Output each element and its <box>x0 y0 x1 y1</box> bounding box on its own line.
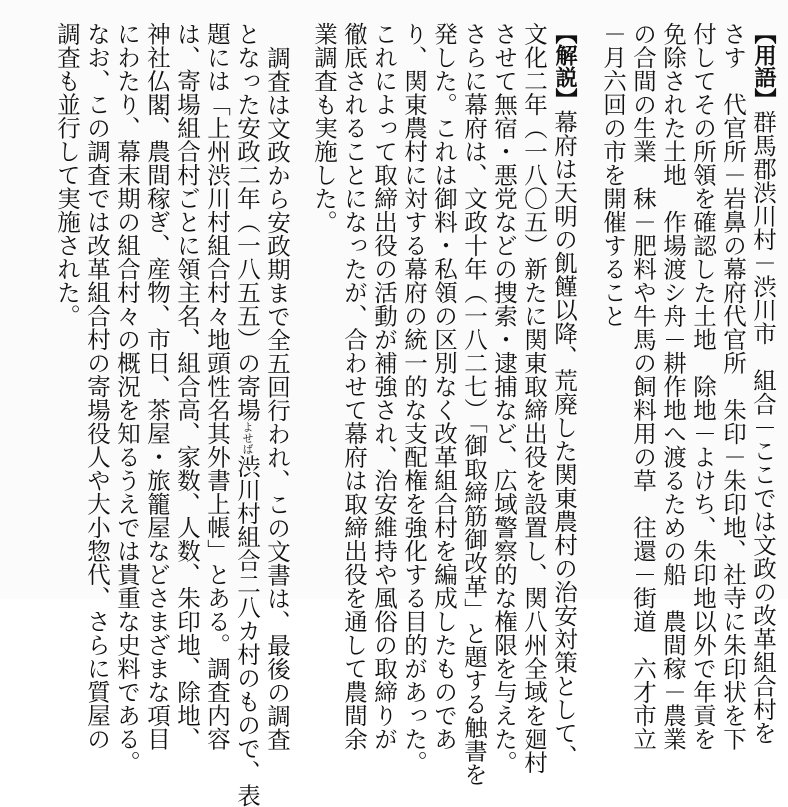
commentary-line-2: 文化二年（一八〇五）新たに関東取締出役を設置し、関八州全域を廻村 <box>520 22 548 774</box>
paragraph2-line-4: は、寄場組合村ごとに領主名、組合高、家数、人数、朱印地、除地、 <box>173 22 201 751</box>
paragraph2-line-1: 調査は文政から安政期まで全五回行われ、この文書は、最後の調査 <box>263 46 291 751</box>
glossary-line-4: 免除された土地 作場渡シ舟－耕作地へ渡るための船 農間稼－農業 <box>659 22 687 751</box>
commentary-line-3: させて無宿・悪党などの捜索・逮捕など、広域警察的な権限を与えた。 <box>490 22 518 774</box>
glossary-line-1: 【用語】群馬郡渋川村－渋川市 組合－ここでは文政の改革組合村を <box>749 22 777 745</box>
paragraph2-line-8: 調査も並行して実施された。 <box>53 22 81 328</box>
glossary-label: 【用語】 <box>751 22 776 110</box>
commentary-line-6: り、関東農村に対する幕府の統一的な支配権を強化する目的があった。 <box>400 22 428 774</box>
paragraph2-line-2: となった安政二年（一八五五）の寄場よせば渋川村組合二八カ村のもので、表 <box>233 22 261 807</box>
commentary-line-5: 発した。これは御料・私領の区別なく改革組合村を編成したものであ <box>430 22 458 751</box>
commentary-label: 【解説】 <box>552 22 577 110</box>
commentary-line-7: これによって取締出役の活動が補強され、治安維持や風俗の取締りが <box>370 22 398 751</box>
paragraph2-line-6: にわたり、幕末期の組合村々の概況を知るうえでは貴重な史料である。 <box>113 22 141 774</box>
ruby-yoseba: よせば <box>241 421 254 455</box>
glossary-line-6: －月六回の市を開催すること <box>599 22 627 328</box>
commentary-line-1: 【解説】幕府は天明の飢饉以降、荒廃した関東農村の治安対策として、 <box>550 22 578 768</box>
paragraph2-line-5: 神社仏閣、農間稼ぎ、産物、市日、茶屋・旅籠屋などさまざまな項目 <box>143 22 171 751</box>
commentary-line-4: さらに幕府は、文政十年（一八二七）「御取締筋御改革」と題する触書を <box>460 22 488 786</box>
paragraph2-line-7: なお、この調査では改革組合村の寄場役人や大小惣代、さらに質屋の <box>83 22 111 751</box>
glossary-line-3: 付してその所領を確認した土地 除地－よけち、朱印地以外で年貢を <box>689 22 717 751</box>
glossary-line-2: さす 代官所－岩鼻の幕府代官所 朱印－朱印地、社寺に朱印状を下 <box>719 22 747 751</box>
glossary-line-5: の合間の生業 秣－肥料や牛馬の飼料用の草 往還－街道 六才市立 <box>629 22 657 751</box>
commentary-line-8: 徹底されることになったが、合わせて幕府は取締出役を通して農間余 <box>340 22 368 751</box>
paragraph2-line-3: 題には「上州渋川村組合村々地頭性名其外書上帳」とある。調査内容 <box>203 22 231 751</box>
commentary-line-9: 業調査も実施した。 <box>310 22 338 234</box>
